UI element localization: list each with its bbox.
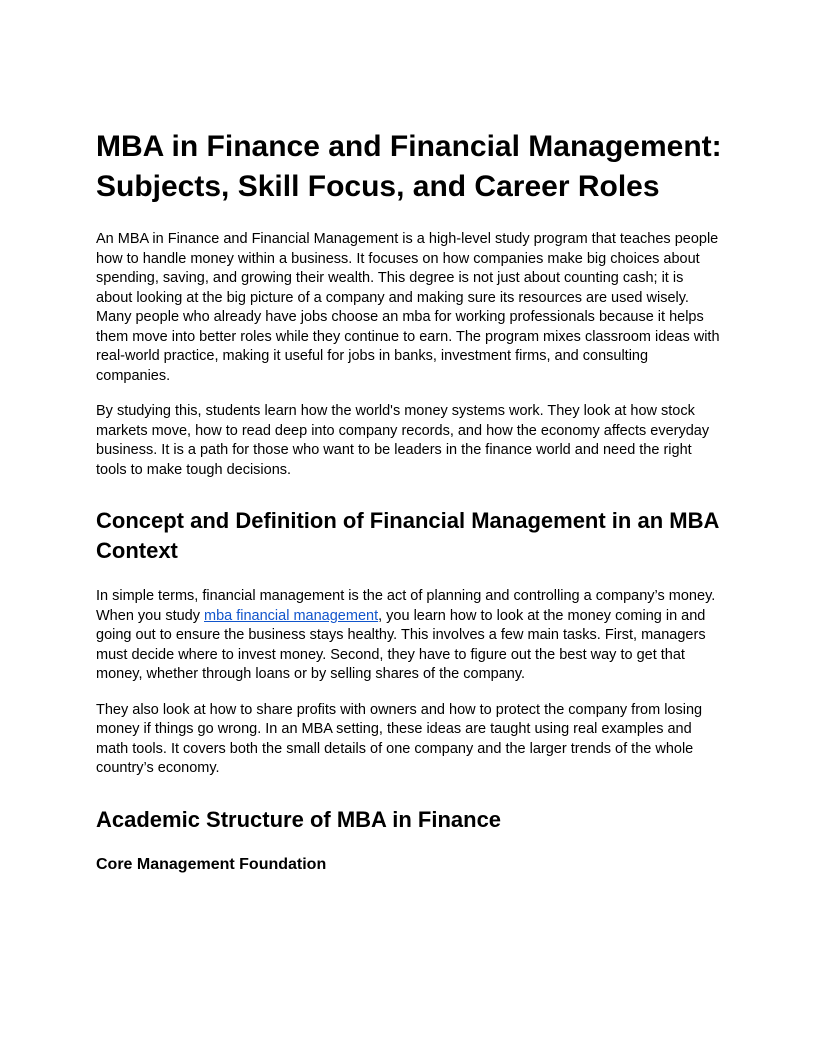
- intro-paragraph-2: By studying this, students learn how the world's money systems work. They look at how stock markets move, how to read deep into company records, and how the economy affects everyday business. It is a path for those who want to be leaders in the finance world and need the right tools to make tough decisions.: [96, 403, 710, 478]
- section-heading-concept: Concept and Definition of Financial Management in an MBA Context: [96, 508, 719, 563]
- concept-paragraph-1-text-before-link: In simple terms, financial management is the act of planning and controlling a company’s money. When you study: [96, 588, 716, 624]
- document-title: MBA in Finance and Financial Management: Subjects, Skill Focus, and Career Roles: [96, 130, 722, 203]
- section-heading-academic-structure: Academic Structure of MBA in Finance: [96, 806, 502, 832]
- document-page: [96, 127, 722, 875]
- concept-paragraph-2: They also look at how to share profits with owners and how to protect the company from losing money if things go wrong. In an MBA setting, these ideas are taught using real examples and math tools. It covers both the small details of one company and the larger trends of the whole country’s economy.: [96, 701, 703, 776]
- concept-paragraph-1-text-after-link: , you learn how to look at the money coming in and going out to ensure the business stays healthy. This involves a few main tasks. First, managers must decide where to invest money. Second, they have to figure out the best way to get that money, whether through loans or by selling shares of the company.: [96, 607, 706, 682]
- subheading-core-management-foundation: Core Management Foundation: [96, 855, 327, 873]
- concept-paragraph-1: [96, 587, 722, 685]
- mba-financial-management-link[interactable]: mba financial management: [204, 607, 379, 624]
- intro-paragraph-1: An MBA in Finance and Financial Management is a high-level study program that teaches people how to handle money within a business. It focuses on how companies make big choices about spending, saving, and growing their wealth. This degree is not just about counting cash; it is about looking at the big picture of a company and making sure its resources are used wisely. Many people who already have jobs choose an mba for working professionals because it helps them move into better roles while they continue to earn. The program mixes classroom ideas with real-world practice, making it useful for jobs in banks, investment firms, and consulting companies.: [96, 231, 720, 384]
